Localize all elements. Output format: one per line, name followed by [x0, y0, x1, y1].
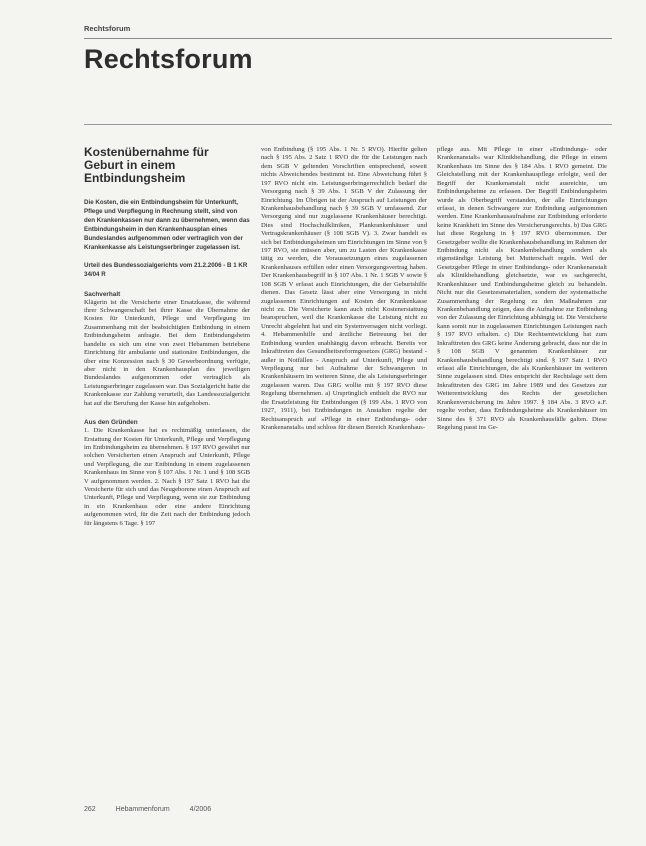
column-3	[437, 146, 607, 432]
header-rule	[84, 38, 612, 39]
journal-name: Hebammenforum	[115, 806, 170, 813]
court-reference: Urteil des Bundessozialgerichts vom 21.2.2006 - B 1 KR 34/04 R	[84, 262, 248, 279]
column-2	[261, 146, 427, 432]
column-3-text: pflege aus. Mit Pflege in einer »Entbindungs- oder Krankenanstalt« war Klinikbehandlung, die Pflege in einem Krankenhaus im Sinne des § 184 Abs. 1 RVO gemeint. Die Gleichstellung mit der Krankenhauspflege erfolgte, weil der Begriff der Krankenanstalt nicht ausreichte, um Entbindungsheime zu erfassen. Der Begriff Entbindungsheim wurde als Oberbegriff verstanden, der alle Einrichtungen erfasst, in denen Schwangere zur Entbindung aufgenommen werden. Eine Krankenhausaufnahme zur Entbindung erforderte keine Krankheit im Sinne des Versicherungsrechts. b) Das GRG hat diese Regelung in § 197 RVO übernommen. Der Gesetzgeber wollte die Krankenhausbehandlung im Rahmen der Entbindung nicht als Krankenbehandlung sondern als eigenständige Leistung bei Mutterschaft regeln. Weil der Gesetzgeber Pflege in einer Entbindungs- oder Krankenanstalt als Klinikbehandlung gleichsetzte, war es sachgerecht, Krankenhäuser und Entbindungsheime gleich zu behandeln. Nicht nur die Gesetzesmaterialien, sondern der systematische Zusammenhang der Regelung zu den Maßnahmen zur Krankenbehandlung zeigen, dass die Aufnahme zur Entbindung von der Zulassung der Einrichtung abhängig ist. Die Versicherte kann somit nur in zugelassenen Einrichtungen Leistungen nach § 197 RVO erhalten. c) Die Rechtsentwicklung hat zum Inkrafttreten des GRG keine Änderung gebracht, dass nur die in § 108 SGB V genannten Krankenhäuser zur Krankenhausbehandlung berechtigt sind. § 197 Satz 1 RVO erfasst alle Einrichtungen, die als Krankenhäuser im weiteren Sinne zugelassen sind. Dies entspricht der Rechtslage seit dem Inkrafttreten des GRG im Jahre 1989 und des Gesetzes zur Weiterentwicklung des Rechts der gesetzlichen Krankenversicherung im Jahre 1997. § 184 Abs. 3 RVO a.F. regelte vorher, dass Entbindungsheime als Krankenhäuser im Sinne des § 371 RVO als Krankenhausfälle galten. Diese Regelung passt ins Ge-	[437, 146, 607, 431]
title-rule	[84, 124, 612, 125]
column-1	[84, 146, 250, 528]
section-label: Rechtsforum	[84, 24, 131, 33]
sachverhalt-heading: Sachverhalt	[84, 290, 121, 298]
gruende-heading: Aus den Gründen	[84, 419, 138, 427]
spacer	[84, 408, 250, 418]
gruende-text: 1. Die Krankenkasse hat es rechtmäßig unterlassen, die Erstattung der Kosten für Unterkunft, Pflege und Verpflegung im Entbindungsheim zu übernehmen. § 197 RVO gewährt nur solchen Versicherten einen Anspruch auf Unterkunft, Pflege und Verpflegung, die zur Entbindung in einem zugelassenen Krankenhaus im Sinne von § 107 Abs. 1 Nr. 1 und § 108 SGB V aufgenommen werden. 2. Nach § 197 Satz 1 RVO hat die Versicherte für sich und das Neugeborene einen Anspruch auf Unterkunft, Pflege und Verpflegung, wenn sie zur Entbindung in ein Krankenhaus oder eine andere Einrichtung aufgenommen wird, für die Zeit nach der Entbindung jedoch für längstens 6 Tage. § 197	[84, 427, 250, 527]
page-number: 262	[84, 806, 96, 813]
article-lead: Die Kosten, die ein Entbindungsheim für Unterkunft, Pflege und Verpflegung in Rechnung stellt, sind von den Krankenkassen nur dann zu übernehmen, wenn das Entbindungsheim in den Krankenhausplan eines Bundeslandes aufgenommen oder vertraglich von der Krankenkasse als Leistungserbringer zugelassen ist.	[84, 199, 250, 251]
page-title: Rechtsforum	[84, 44, 253, 74]
article-title: Kostenübernahme für Geburt in einem Entbindungsheim	[84, 145, 209, 185]
sachverhalt-text: Klägerin ist die Versicherte einer Ersatzkasse, die während ihrer Schwangerschaft bei ihrer Kasse die Übernahme der Kosten für Unterkunft, Pflege und Verpflegung im Zusammenhang mit der beabsichtigten Entbindung in einem Entbindungsheim anfragte. Bei dem Entbindungsheim handelte es sich um eine von zwei Hebammen betriebene Einrichtung für ambulante und stationäre Entbindungen, die über eine Konzession nach § 30 Gewerbeordnung verfügte, aber nicht in den Krankenhausplan des jeweiligen Bundeslandes aufgenommen oder vertraglich als Leistungserbringer zugelassen war. Das Sozialgericht hatte die Krankenkasse zur Zahlung verurteilt, das Landessozialgericht hat auf die Berufung der Kasse hin aufgehoben.	[84, 298, 250, 407]
page-footer	[84, 806, 229, 813]
column-2-text: von Entbindung (§ 195 Abs. 1 Nr. 5 RVO). Hierfür gelten nach § 195 Abs. 2 Satz 1 RVO die für die Leistungen nach dem SGB V geltenden Vorschriften entsprechend, soweit nichts Abweichendes bestimmt ist. Eine Abweichung führt § 197 RVO nicht ein. Leistungserbringerrechtlich bedarf die Versorgung nach § 39 Abs. 1 SGB V der Zulassung der Einrichtung. Im Übrigen ist der Anspruch auf Leistungen der Krankenhausbehandlung nach § 39 SGB V umfassend. Zur Versorgung sind nur zugelassene Krankenhäuser berechtigt. Dies sind Hochschulkliniken, Plankrankenhäuser und Vertragskrankenhäuser (§ 108 SGB V). 3. Zwar handelt es sich bei Entbindungsheimen um Einrichtungen im Sinne von § 197 RVO, sie müssen aber, um zu Lasten der Krankenkasse tätig zu werden, die Voraussetzungen eines zugelassenen Krankenhauses erfüllen oder einen Versorgungsvertrag haben. Der Krankenhausbegriff in § 107 Abs. 1 Nr. 1 SGB V sowie § 108 SGB V erfasst auch Einrichtungen, die der Geburtshilfe dienen. Das Gesetz lässt aber eine Versorgung in nicht zugelassenen Einrichtungen auf Kosten der Krankenkasse nicht zu. Die Versicherte kann auch nicht Kostenerstattung beanspruchen, weil die Krankenkasse die Leistung nicht zu Unrecht abgelehnt hat und ein Systemversagen nicht vorliegt. 4. Hebammenhilfe und ärztliche Betreuung bei der Entbindung wurden unabhängig davon erbracht. Bereits vor Inkrafttreten des Gesundheitsreformgesetzes (GRG) bestand - außer in Notfällen - Anspruch auf Unterkunft, Pflege und Verpflegung nur bei Aufnahme der Schwangeren in Krankenhäusern im weiteren Sinne, die als Leistungserbringer zugelassen waren. Das GRG wollte mit § 197 RVO diese Regelung übernehmen. a) Ursprünglich enthielt die RVO nur die Ersatzleistung für Entbindungen (§ 199 Abs. 1 RVO von 1927, 1911), bei Entbindungen in Anstalten regelte der Rechtsanspruch auf »Pflege in einer Entbindungs- oder Krankenanstalt« und schloss für diesen Bereich Krankenhaus-	[261, 146, 427, 431]
issue-number: 4/2006	[189, 806, 212, 813]
